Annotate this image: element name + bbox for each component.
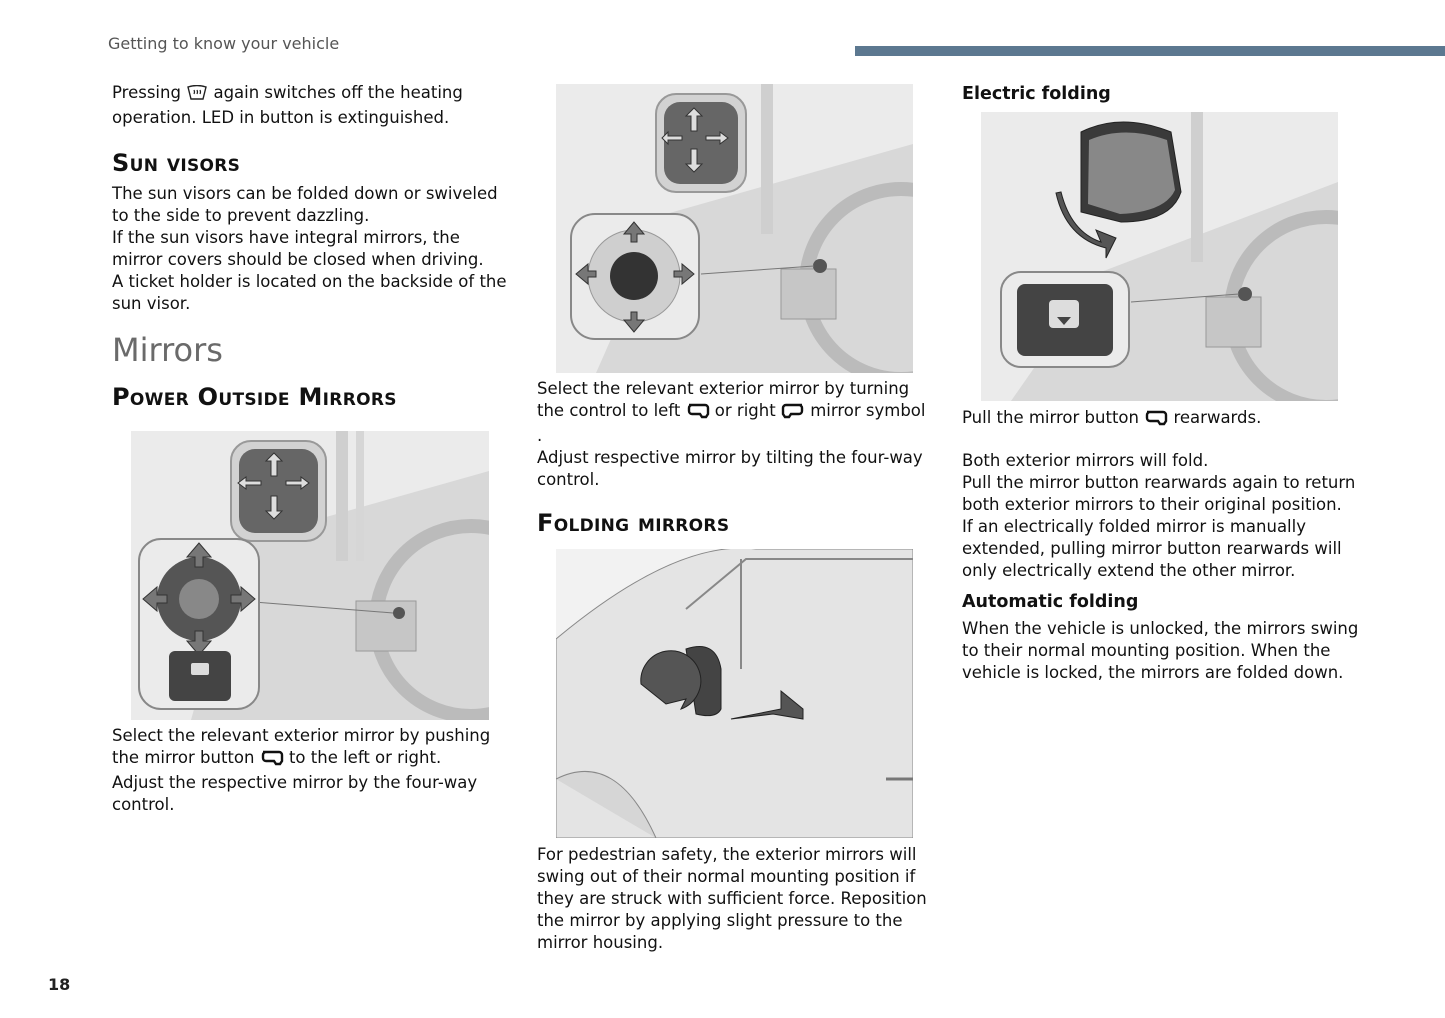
mirror-left-icon [1144, 410, 1168, 432]
mirror-right-icon [781, 403, 805, 425]
page-number: 18 [48, 975, 71, 994]
header-title: Getting to know your vehicle [108, 34, 340, 53]
turn-control-figure [556, 84, 913, 373]
select-caption: Select the relevant exterior mirror by turning the control to left or right mirror symbol . Adjust respective mirror by tilting the four-way control. Folding mirrors [537, 378, 932, 537]
sun-visors-line: A ticket holder is located on the backside of the sun visor. [112, 272, 507, 313]
folding-mirrors-heading: Folding mirrors [537, 509, 730, 537]
sun-visors-line: The sun visors can be folded down or swiveled to the side to prevent dazzling. [112, 184, 498, 225]
folding-mirror-figure [556, 549, 913, 838]
heating-paragraph: Pressing again switches off the heating operation. LED in button is extinguished. [112, 83, 463, 127]
electric-heading-block [962, 84, 1362, 104]
sun-visors-line: If the sun visors have integral mirrors, the mirror covers should be closed when driving. [112, 228, 484, 269]
automatic-folding-heading: Automatic folding [962, 592, 1139, 612]
power-mirrors-heading: Power Outside Mirrors [112, 383, 397, 411]
rear-window-heating-icon [186, 85, 208, 107]
sun-visors-heading: Sun visors [112, 149, 241, 177]
header-bar [855, 46, 1445, 56]
power-caption: Select the relevant exterior mirror by pushing the mirror button to the left or right. Adjust the respective mirror by the four-way control. [112, 726, 491, 814]
column-1 [112, 82, 512, 411]
column-3-text: Pull the mirror button rearwards. Both exterior mirrors will fold. Pull the mirror button rearwards again to return both exterior mirrors to their original position. If an electrically folded mirror is manually extended, pulling mirror button rearwards will only electrically extend the other mirror. Automatic folding When the vehicle is unlocked, the mirrors swing to their normal mounting position. When the vehicle is locked, the mirrors are folded down. [962, 407, 1362, 684]
mirror-left-icon [260, 750, 284, 772]
mirrors-heading: Mirrors [112, 331, 223, 369]
electric-folding-figure [981, 112, 1338, 401]
mirror-left-icon [686, 403, 710, 425]
electric-folding-heading: Electric folding [962, 84, 1111, 104]
power-mirror-figure [131, 431, 489, 720]
pedestrian-paragraph: For pedestrian safety, the exterior mirrors will swing out of their normal mounting position if they are struck with sufficient force. Reposition the mirror by applying slight pressure to the mirror housing. [537, 845, 927, 952]
